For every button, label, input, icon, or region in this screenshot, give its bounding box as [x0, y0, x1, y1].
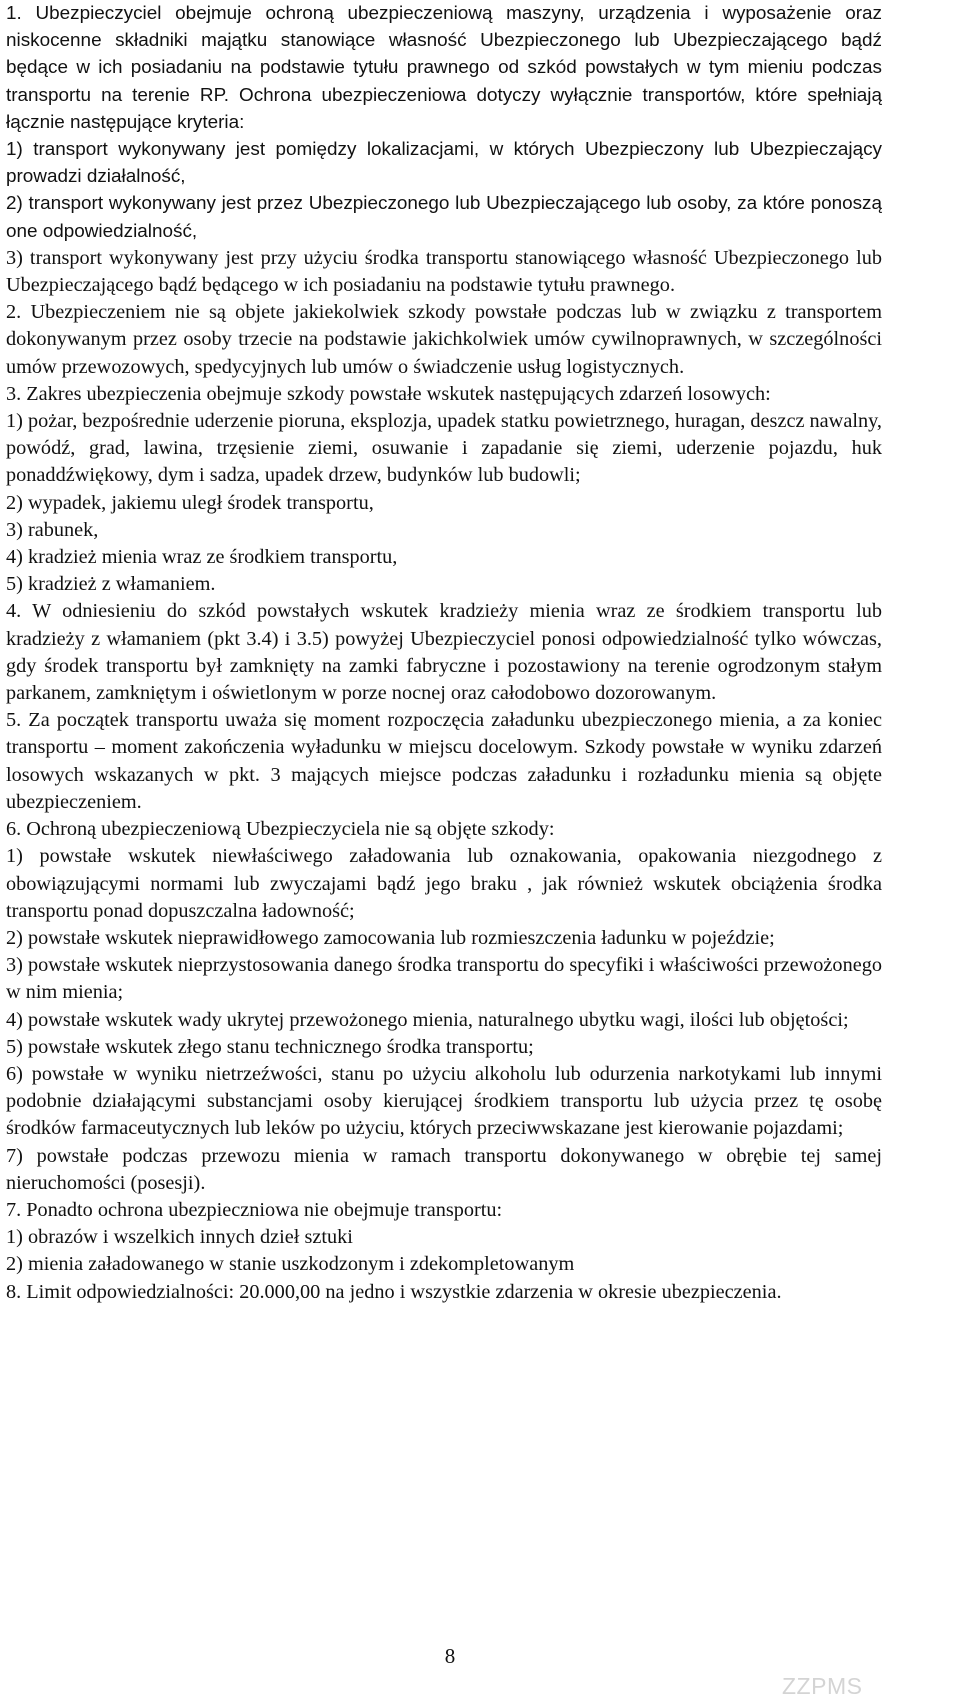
paragraph-1: 1. Ubezpieczyciel obejmuje ochroną ubezpieczeniową maszyny, urządzenia i wyposażenie oraz niskocenne składniki majątku stanowiące własność Ubezpieczonego lub Ubezpieczającego bądź będące w ich posiadaniu na podstawie tytułu prawnego od szkód powstałych w tym mieniu podczas transportu na terenie RP. Ochrona ubezpieczeniowa dotyczy wyłącznie transportów, które spełniają łącznie następujące kryteria:: [6, 3, 882, 133]
paragraph-3-item-2: 2) wypadek, jakiemu uległ środek transportu,: [6, 491, 374, 514]
paragraph-6-item-5: 5) powstałe wskutek złego stanu technicznego środka transportu;: [6, 1035, 534, 1058]
paragraph-1-item-2: 2) transport wykonywany jest przez Ubezpieczonego lub Ubezpieczającego lub osoby, za które ponoszą one odpowiedzialność,: [6, 193, 882, 242]
paragraph-6-item-1: 1) powstałe wskutek niewłaściwego załadowania lub oznakowania, opakowania niezgodnego z obowiązującymi normami lub zwyczajami bądź jego braku , jak również wskutek obciążenia środka transportu ponad dopuszczalna ładowność;: [6, 845, 882, 922]
paragraph-6-item-7: 7) powstałe podczas przewozu mienia w ramach transportu dokonywanego w obrębie tej samej nieruchomości (posesji).: [6, 1144, 882, 1194]
page-number: 8: [444, 1644, 456, 1668]
paragraph-5: 5. Za początek transportu uważa się moment rozpoczęcia załadunku ubezpieczonego mienia, a za koniec transportu – moment zakończenia wyładunku w miejscu docelowym. Szkody powstałe w wyniku zdarzeń losowych wskazanych w pkt. 3 mających miejsce podczas załadunku i rozładunku mienia są objęte ubezpieczeniem.: [6, 709, 882, 813]
paragraph-2: 2. Ubezpieczeniem nie są objete jakiekolwiek szkody powstałe podczas lub w związku z transportem dokonywanym przez osoby trzecie na podstawie jakichkolwiek umów cywilnoprawnych, w szczególności umów przewozowych, spedycyjnych lub umów o świadczenie usług logistycznych.: [6, 301, 882, 378]
paragraph-1-item-1: 1) transport wykonywany jest pomiędzy lokalizacjami, w których Ubezpieczony lub Ubezpieczający prowadzi działalność,: [6, 139, 882, 188]
paragraph-8: 8. Limit odpowiedzialności: 20.000,00 na jedno i wszystkie zdarzenia w okresie ubezpieczenia.: [6, 1280, 782, 1303]
paragraph-3-item-3: 3) rabunek,: [6, 518, 99, 541]
paragraph-3-item-1: 1) pożar, bezpośrednie uderzenie pioruna, eksplozja, upadek statku powietrznego, huragan, deszcz nawalny, powódź, grad, lawina, trzęsienie ziemi, osuwanie i zapadanie się ziemi, uderzenie pojazdu, huk ponaddźwiękowy, dym i sadza, upadek drzew, budynków lub budowli;: [6, 410, 882, 487]
paragraph-6-item-2: 2) powstałe wskutek nieprawidłowego zamocowania lub rozmieszczenia ładunku w pojeździe;: [6, 926, 775, 949]
paragraph-3-item-5: 5) kradzież z włamaniem.: [6, 573, 216, 596]
paragraph-3-item-4: 4) kradzież mienia wraz ze środkiem transportu,: [6, 546, 398, 569]
paragraph-3: 3. Zakres ubezpieczenia obejmuje szkody powstałe wskutek następujących zdarzeń losowych:: [6, 382, 771, 405]
paragraph-6: 6. Ochroną ubezpieczeniową Ubezpieczyciela nie są objęte szkody:: [6, 818, 555, 841]
paragraph-6-item-6: 6) powstałe w wyniku nietrzeźwości, stanu po użyciu alkoholu lub odurzenia narkotykami lub innymi podobnie działającymi substancjami osoby kierującej środkiem transportu lub użycia przez tę osobę środków farmaceutycznych lub leków po użyciu, których przeciwwskazane jest kierowanie pojazdami;: [6, 1062, 882, 1140]
paragraph-1-item-3: 3) transport wykonywany jest przy użyciu środka transportu stanowiącego własność Ubezpieczonego lub Ubezpieczającego bądź będącego w ich posiadaniu na podstawie tytułu prawnego.: [6, 246, 882, 297]
paragraph-4: 4. W odniesieniu do szkód powstałych wskutek kradzieży mienia wraz ze środkiem transportu lub kradzieży z włamaniem (pkt 3.4) i 3.5) powyżej Ubezpieczyciel ponosi odpowiedzialność tylko wówczas, gdy środek transportu był zamknięty na zamki fabryczne i pozostawiony na terenie ogrodzonym stałym parkanem, zamkniętym i oświetlonym w porze nocnej oraz całodobowo dozorowanym.: [6, 600, 882, 705]
paragraph-6-item-3: 3) powstałe wskutek nieprzystosowania danego środka transportu do specyfiki i właściwości przewożonego w nim mienia;: [6, 954, 882, 1004]
paragraph-6-item-4: 4) powstałe wskutek wady ukrytej przewożonego mienia, naturalnego ubytku wagi, ilości lub objętości;: [6, 1008, 849, 1031]
paragraph-7: 7. Ponadto ochrona ubezpieczniowa nie obejmuje transportu:: [6, 1198, 503, 1221]
paragraph-7-item-1: 1) obrazów i wszelkich innych dzieł sztuki: [6, 1226, 353, 1249]
paragraph-7-item-2: 2) mienia załadowanego w stanie uszkodzonym i zdekompletowanym: [6, 1253, 575, 1276]
watermark-logo: ZZPMS: [782, 1673, 863, 1699]
document-body: [6, 0, 882, 1306]
